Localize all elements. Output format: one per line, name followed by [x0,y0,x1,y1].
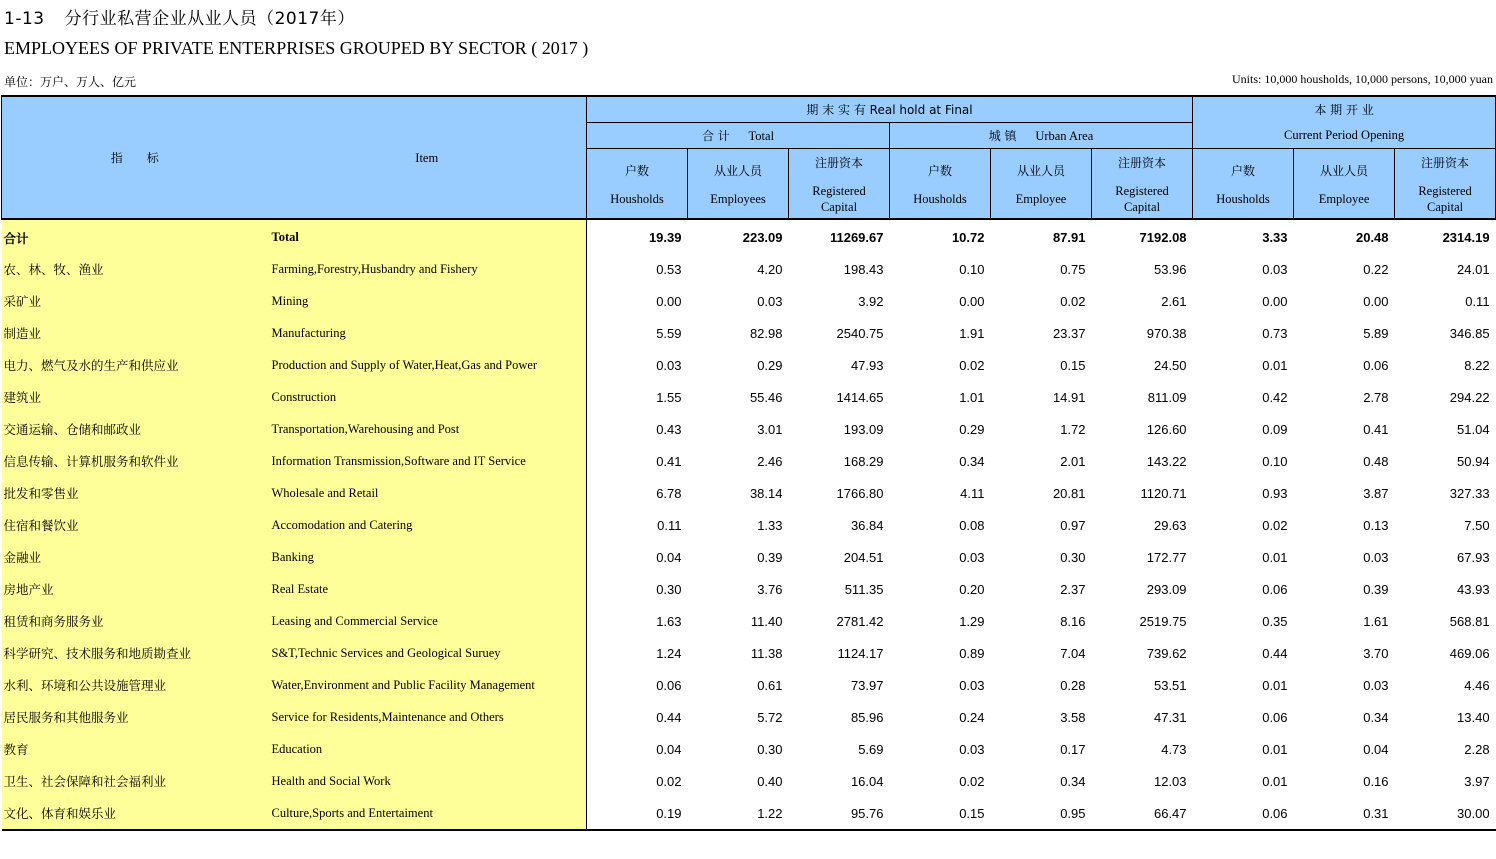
cell-value: 11.38 [750,645,783,661]
cell-value: 0.29 [757,357,783,373]
cell-value: 739.62 [1146,645,1187,661]
row-label-cn: 水利、环境和公共设施管理业 [2,669,268,701]
col-group-opening-en: Current Period Opening [1193,123,1496,149]
cell-value: 0.02 [656,773,682,789]
cell-value: 0.00 [959,293,985,309]
cell-value: 0.30 [757,741,783,757]
cell-value: 12.03 [1153,773,1187,789]
cell-value: 0.29 [959,421,985,437]
cell-value: 0.30 [656,581,682,597]
cell-value: 55.46 [749,389,783,405]
row-label-en: Total [268,219,587,253]
cell-value: 53.51 [1153,677,1187,693]
row-label-cn: 制造业 [2,317,268,349]
cell-value: 3.87 [1363,485,1389,501]
cell-value: 67.93 [1457,549,1490,565]
cell-value: 0.06 [1262,805,1288,821]
cell-value: 36.84 [850,517,884,533]
row-label-cn: 批发和零售业 [2,477,268,509]
cell-value: 1.22 [757,805,783,821]
cell-value: 0.16 [1363,773,1389,789]
cell-value: 1.91 [959,325,985,341]
cell-value: 0.28 [1060,677,1086,693]
table-row [2,253,1496,285]
cell-value: 0.01 [1262,677,1288,693]
table-row [2,573,1496,605]
cell-value: 0.03 [757,293,783,309]
total-en-label: Total [748,128,775,143]
employees-cn: 从业人员 [1320,163,1369,178]
employees-cn: 从业人员 [1016,163,1065,178]
cell-value: 126.60 [1146,421,1187,437]
row-label-cn: 电力、燃气及水的生产和供应业 [2,349,268,381]
cell-value: 73.97 [850,677,884,693]
employee-en: Employee [1015,191,1067,206]
cell-value: 87.91 [991,219,1092,253]
row-label-cn: 租赁和商务服务业 [2,605,268,637]
cell-value: 0.34 [1363,709,1389,725]
cell-value: 3.97 [1464,773,1490,789]
row-label-cn: 信息传输、计算机服务和软件业 [2,445,268,477]
cell-value: 0.73 [1262,325,1288,341]
capital-en-2: Capital [820,199,858,214]
unit-label-cn: 单位：万户、万人、亿元 [4,75,137,89]
col-opening-capital [1395,149,1496,220]
employees-en: Employees [710,191,766,206]
table-row [2,765,1496,797]
cell-value: 0.13 [1363,517,1389,533]
table-row [2,349,1496,381]
cell-value: 0.24 [959,709,985,725]
cell-value: 95.76 [850,805,884,821]
col-group-final [587,96,1193,123]
col-opening-employees [1294,149,1395,220]
cell-value: 204.51 [843,549,884,565]
cell-value: 0.75 [1060,261,1086,277]
cell-value: 0.44 [1262,645,1288,661]
cell-value: 4.11 [960,485,985,501]
cell-value: 3.58 [1060,709,1086,725]
cell-value: 7.04 [1060,645,1086,661]
cell-value: 1.01 [959,389,985,405]
table-row [2,797,1496,830]
cell-value: 0.15 [1060,357,1086,373]
cell-value: 1.63 [656,613,682,629]
row-label-en: Production and Supply of Water,Heat,Gas and Power [268,349,587,381]
cell-value: 2781.42 [836,613,884,629]
capital-cn: 注册资本 [1421,155,1470,170]
table-row [2,413,1496,445]
table-row [2,285,1496,317]
cell-value: 1.24 [656,645,682,661]
cell-value: 2.46 [757,453,783,469]
table-row [2,381,1496,413]
cell-value: 970.38 [1146,325,1187,341]
capital-en-1: Registered [1418,183,1472,198]
cell-value: 10.72 [890,219,991,253]
cell-value: 0.19 [656,805,682,821]
employees-cn: 从业人员 [713,163,762,178]
cell-value: 0.89 [959,645,985,661]
cell-value: 223.09 [688,219,789,253]
cell-value: 50.94 [1457,453,1490,469]
cell-value: 0.08 [959,517,985,533]
cell-value: 0.04 [656,549,682,565]
cell-value: 198.43 [843,261,884,277]
cell-value: 0.03 [1363,677,1389,693]
households-cn: 户数 [1231,163,1256,178]
cell-value: 0.39 [757,549,783,565]
cell-value: 1.29 [959,613,985,629]
row-label-en: Wholesale and Retail [268,477,587,509]
cell-value: 0.02 [959,357,985,373]
table-row [2,701,1496,733]
cell-value: 24.01 [1457,261,1490,277]
cell-value: 0.04 [1363,741,1389,757]
cell-value: 0.00 [1262,293,1288,309]
cell-value: 1.72 [1060,421,1086,437]
households-en: Housholds [610,191,664,206]
cell-value: 0.04 [656,741,682,757]
table-row-total [2,219,1496,253]
capital-cn: 注册资本 [1118,155,1167,170]
cell-value: 0.97 [1060,517,1086,533]
page-title-cn [4,4,355,29]
cell-value: 1766.80 [836,485,884,501]
cell-value: 0.41 [656,453,682,469]
cell-value: 2314.19 [1395,219,1496,253]
cell-value: 24.50 [1153,357,1187,373]
col-urban-employees [991,149,1092,220]
col-indicator: 指 标 [2,96,268,219]
cell-value: 3.70 [1363,645,1389,661]
row-label-cn: 教育 [2,733,268,765]
cell-value: 11.40 [750,613,783,629]
cell-value: 568.81 [1449,613,1490,629]
cell-value: 2.01 [1060,453,1086,469]
row-label-en: Real Estate [268,573,587,605]
table-row [2,541,1496,573]
row-label-en: Service for Residents,Maintenance and Others [268,701,587,733]
cell-value: 16.04 [850,773,884,789]
cell-value: 0.43 [656,421,682,437]
cell-value: 3.33 [1193,219,1294,253]
cell-value: 327.33 [1449,485,1490,501]
cell-value: 0.39 [1363,581,1389,597]
cell-value: 511.35 [844,581,884,597]
cell-value: 5.59 [656,325,682,341]
capital-en-1: Registered [1115,183,1169,198]
row-label-en: Information Transmission,Software and IT Service [268,445,587,477]
cell-value: 0.03 [959,677,985,693]
cell-value: 469.06 [1449,645,1490,661]
cell-value: 0.03 [1363,549,1389,565]
unit-label-en: Units: 10,000 housholds, 10,000 persons, 10,000 yuan [1232,72,1493,86]
col-total-employees [688,149,789,220]
cell-value: 85.96 [850,709,884,725]
cell-value: 0.03 [959,741,985,757]
cell-value: 7.50 [1464,517,1490,533]
row-label-en: Accomodation and Catering [268,509,587,541]
cell-value: 82.98 [749,325,783,341]
capital-en-2: Capital [1426,199,1464,214]
cell-value: 1.33 [757,517,783,533]
households-en: Housholds [913,191,967,206]
col-urban-households [890,149,991,220]
data-table [1,95,1496,831]
cell-value: 4.46 [1464,677,1490,693]
cell-value: 51.04 [1457,421,1490,437]
cell-value: 29.63 [1153,517,1187,533]
cell-value: 23.37 [1052,325,1086,341]
cell-value: 30.00 [1457,805,1490,821]
capital-en-1: Registered [812,183,866,198]
cell-value: 8.16 [1060,613,1086,629]
cell-value: 0.02 [959,773,985,789]
cell-value: 0.06 [1363,357,1389,373]
cell-value: 294.22 [1449,389,1490,405]
cell-value: 4.73 [1161,741,1187,757]
cell-value: 0.03 [1262,261,1288,277]
table-row [2,605,1496,637]
page-title-en: EMPLOYEES OF PRIVATE ENTERPRISES GROUPED BY SECTOR ( 2017 ) [4,38,589,58]
col-opening-households [1193,149,1294,220]
cell-value: 293.09 [1146,581,1187,597]
table-body [2,219,1496,830]
cell-value: 168.29 [843,453,884,469]
table-row [2,477,1496,509]
cell-value: 2.78 [1363,389,1389,405]
cell-value: 0.34 [959,453,985,469]
cell-value: 0.10 [959,261,985,277]
cell-value: 53.96 [1153,261,1187,277]
row-label-cn: 建筑业 [2,381,268,413]
cell-value: 172.77 [1146,549,1187,565]
cell-value: 20.48 [1294,219,1395,253]
cell-value: 2540.75 [836,325,884,341]
cell-value: 0.11 [1465,293,1490,309]
cell-value: 3.92 [858,293,884,309]
cell-value: 3.01 [757,421,783,437]
cell-value: 0.00 [656,293,682,309]
cell-value: 2.37 [1060,581,1086,597]
cell-value: 47.31 [1153,709,1187,725]
row-label-en: Farming,Forestry,Husbandry and Fishery [268,253,587,285]
cell-value: 0.11 [657,517,682,533]
cell-value: 20.81 [1052,485,1086,501]
row-label-en: Culture,Sports and Entertaiment [268,797,587,830]
cell-value: 0.34 [1060,773,1086,789]
row-label-en: Education [268,733,587,765]
row-label-en: Water,Environment and Public Facility Management [268,669,587,701]
final-group-label: 期 末 实 有 Real hold at Final [806,102,973,117]
col-group-total [587,123,890,149]
cell-value: 0.01 [1262,357,1288,373]
table-header [2,96,1496,219]
cell-value: 1.55 [656,389,682,405]
cell-value: 2.28 [1464,741,1490,757]
cell-value: 19.39 [587,219,688,253]
cell-value: 0.42 [1262,389,1288,405]
cell-value: 2.61 [1161,293,1187,309]
cell-value: 0.06 [1262,581,1288,597]
cell-value: 0.41 [1363,421,1389,437]
cell-value: 0.20 [959,581,985,597]
cell-value: 0.30 [1060,549,1086,565]
row-label-en: Health and Social Work [268,765,587,797]
cell-value: 11269.67 [789,219,890,253]
row-label-cn: 科学研究、技术服务和地质勘查业 [2,637,268,669]
row-label-cn: 房地产业 [2,573,268,605]
urban-en-label: Urban Area [1035,128,1094,143]
table-number: 1-13 [4,9,45,29]
row-label-en: Construction [268,381,587,413]
cell-value: 43.93 [1457,581,1490,597]
cell-value: 0.17 [1060,741,1086,757]
cell-value: 4.20 [757,261,783,277]
cell-value: 0.01 [1262,549,1288,565]
row-label-en: Transportation,Warehousing and Post [268,413,587,445]
col-urban-capital [1092,149,1193,220]
cell-value: 1414.65 [836,389,884,405]
cell-value: 346.85 [1449,325,1490,341]
row-label-cn: 金融业 [2,541,268,573]
row-label-en: Banking [268,541,587,573]
cell-value: 3.76 [757,581,783,597]
cell-value: 0.22 [1363,261,1389,277]
cell-value: 0.31 [1363,805,1389,821]
cell-value: 1124.17 [837,645,884,661]
cell-value: 0.03 [656,357,682,373]
cell-value: 0.00 [1363,293,1389,309]
households-en: Housholds [1216,191,1270,206]
table-row [2,733,1496,765]
households-cn: 户数 [624,163,649,178]
cell-value: 0.10 [1262,453,1288,469]
cell-value: 6.78 [656,485,682,501]
cell-value: 0.61 [757,677,783,693]
cell-value: 8.22 [1464,357,1490,373]
cell-value: 5.69 [858,741,884,757]
cell-value: 1.61 [1363,613,1389,629]
cell-value: 0.53 [656,261,682,277]
col-group-urban [890,123,1193,149]
cell-value: 0.01 [1262,773,1288,789]
opening-cn-label: 本 期 开 业 [1314,102,1374,117]
row-label-cn: 合计 [2,219,268,253]
table-row [2,317,1496,349]
cell-value: 5.72 [757,709,783,725]
total-cn-label: 合 计 [701,128,730,143]
cell-value: 1120.71 [1140,485,1187,501]
cell-value: 0.48 [1363,453,1389,469]
col-item: Item [268,96,587,219]
row-label-cn: 居民服务和其他服务业 [2,701,268,733]
capital-cn: 注册资本 [814,155,863,170]
cell-value: 0.02 [1060,293,1086,309]
row-label-cn: 交通运输、仓储和邮政业 [2,413,268,445]
row-label-en: Manufacturing [268,317,587,349]
row-label-cn: 采矿业 [2,285,268,317]
title-cn-text: 分行业私营企业从业人员（2017年） [64,9,355,29]
cell-value: 811.09 [1147,389,1187,405]
col-total-capital [789,149,890,220]
row-label-cn: 农、林、牧、渔业 [2,253,268,285]
cell-value: 0.06 [1262,709,1288,725]
cell-value: 2519.75 [1139,613,1187,629]
cell-value: 143.22 [1146,453,1187,469]
cell-value: 0.06 [656,677,682,693]
households-cn: 户数 [927,163,952,178]
row-label-cn: 文化、体育和娱乐业 [2,797,268,830]
cell-value: 0.03 [959,549,985,565]
cell-value: 193.09 [843,421,884,437]
cell-value: 13.40 [1457,709,1490,725]
cell-value: 0.01 [1262,741,1288,757]
cell-value: 5.89 [1363,325,1389,341]
table-row [2,669,1496,701]
urban-cn-label: 城 镇 [988,128,1017,143]
cell-value: 0.02 [1262,517,1288,533]
cell-value: 7192.08 [1092,219,1193,253]
row-label-cn: 卫生、社会保障和社会福利业 [2,765,268,797]
row-label-en: Leasing and Commercial Service [268,605,587,637]
row-label-en: Mining [268,285,587,317]
employee-en: Employee [1318,191,1370,206]
table-row [2,509,1496,541]
cell-value: 0.95 [1060,805,1086,821]
cell-value: 0.44 [656,709,682,725]
cell-value: 0.40 [757,773,783,789]
cell-value: 38.14 [749,485,783,501]
col-group-opening-cn [1193,96,1496,123]
col-total-households [587,149,688,220]
cell-value: 0.35 [1262,613,1288,629]
capital-en-2: Capital [1123,199,1161,214]
row-label-en: S&T,Technic Services and Geological Suruey [268,637,587,669]
table-row [2,637,1496,669]
cell-value: 14.91 [1052,389,1086,405]
row-label-cn: 住宿和餐饮业 [2,509,268,541]
table-row [2,445,1496,477]
cell-value: 47.93 [850,357,884,373]
cell-value: 0.93 [1262,485,1288,501]
cell-value: 66.47 [1153,805,1187,821]
cell-value: 0.09 [1262,421,1288,437]
cell-value: 0.15 [959,805,985,821]
